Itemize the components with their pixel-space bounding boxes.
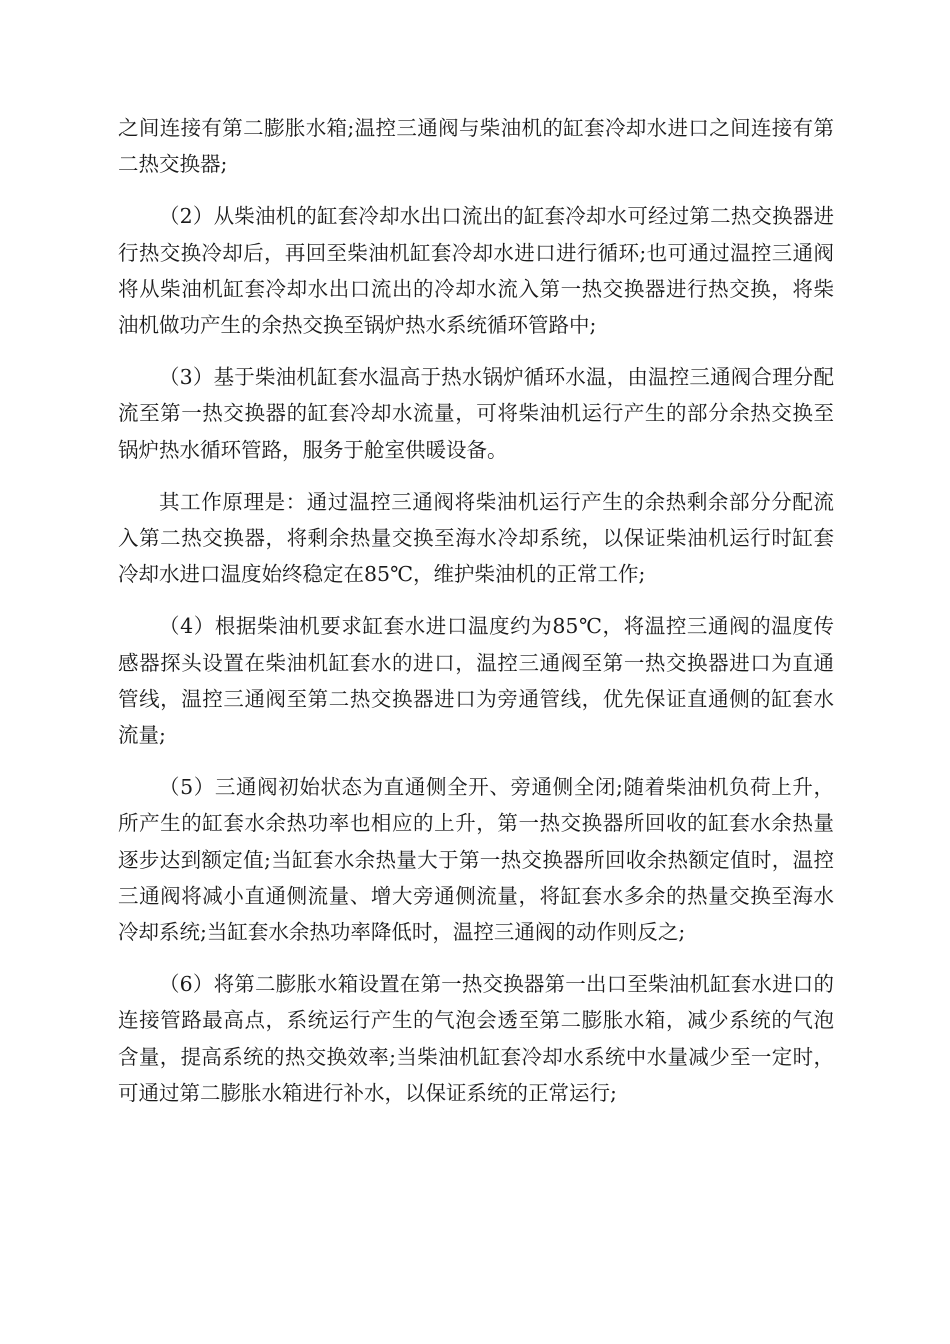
paragraph-item-2: （2）从柴油机的缸套冷却水出口流出的缸套冷却水可经过第二热交换器进行热交换冷却后，再回至柴油机缸套冷却水进口进行循环;也可通过温控三通阀将从柴油机缸套冷却水出口流出的冷却水流入第一热交换器进行热交换，将柴油机做功产生的余热交换至锅炉热水系统循环管路中; <box>118 204 834 338</box>
paragraph-item-6: （6）将第二膨胀水箱设置在第一热交换器第一出口至柴油机缸套水进口的连接管路最高点，系统运行产生的气泡会透至第二膨胀水箱，减少系统的气泡含量，提高系统的热交换效率;当柴油机缸套冷却水系统中水量减少至一定时，可通过第二膨胀水箱进行补水，以保证系统的正常运行; <box>118 972 834 1105</box>
paragraph-working-principle: 其工作原理是：通过温控三通阀将柴油机运行产生的余热剩余部分分配流入第二热交换器，将剩余热量交换至海水冷却系统，以保证柴油机运行时缸套冷却水进口温度始终稳定在85℃，维护柴油机的正常工作; <box>118 489 834 587</box>
paragraph-item-3: （3）基于柴油机缸套水温高于热水锅炉循环水温，由温控三通阀合理分配流至第一热交换器的缸套冷却水流量，可将柴油机运行产生的部分余热交换至锅炉热水循环管路，服务于舱室供暖设备。 <box>118 365 834 462</box>
paragraph-item-4: （4）根据柴油机要求缸套水进口温度约为85℃，将温控三通阀的温度传感器探头设置在柴油机缸套水的进口，温控三通阀至第一热交换器进口为直通管线，温控三通阀至第二热交换器进口为旁通管线，优先保证直通侧的缸套水流量; <box>118 614 834 748</box>
paragraph-continuation: 之间连接有第二膨胀水箱;温控三通阀与柴油机的缸套冷却水进口之间连接有第二热交换器; <box>118 116 834 177</box>
paragraph-item-5: （5）三通阀初始状态为直通侧全开、旁通侧全闭;随着柴油机负荷上升，所产生的缸套水余热功率也相应的上升，第一热交换器所回收的缸套水余热量逐步达到额定值;当缸套水余热量大于第一热交换器所回收余热额定值时，温控三通阀将减小直通侧流量、增大旁通侧流量，将缸套水多余的热量交换至海水冷却系统;当缸套水余热功率降低时，温控三通阀的动作则反之; <box>118 775 834 945</box>
document-body <box>118 110 834 1127</box>
